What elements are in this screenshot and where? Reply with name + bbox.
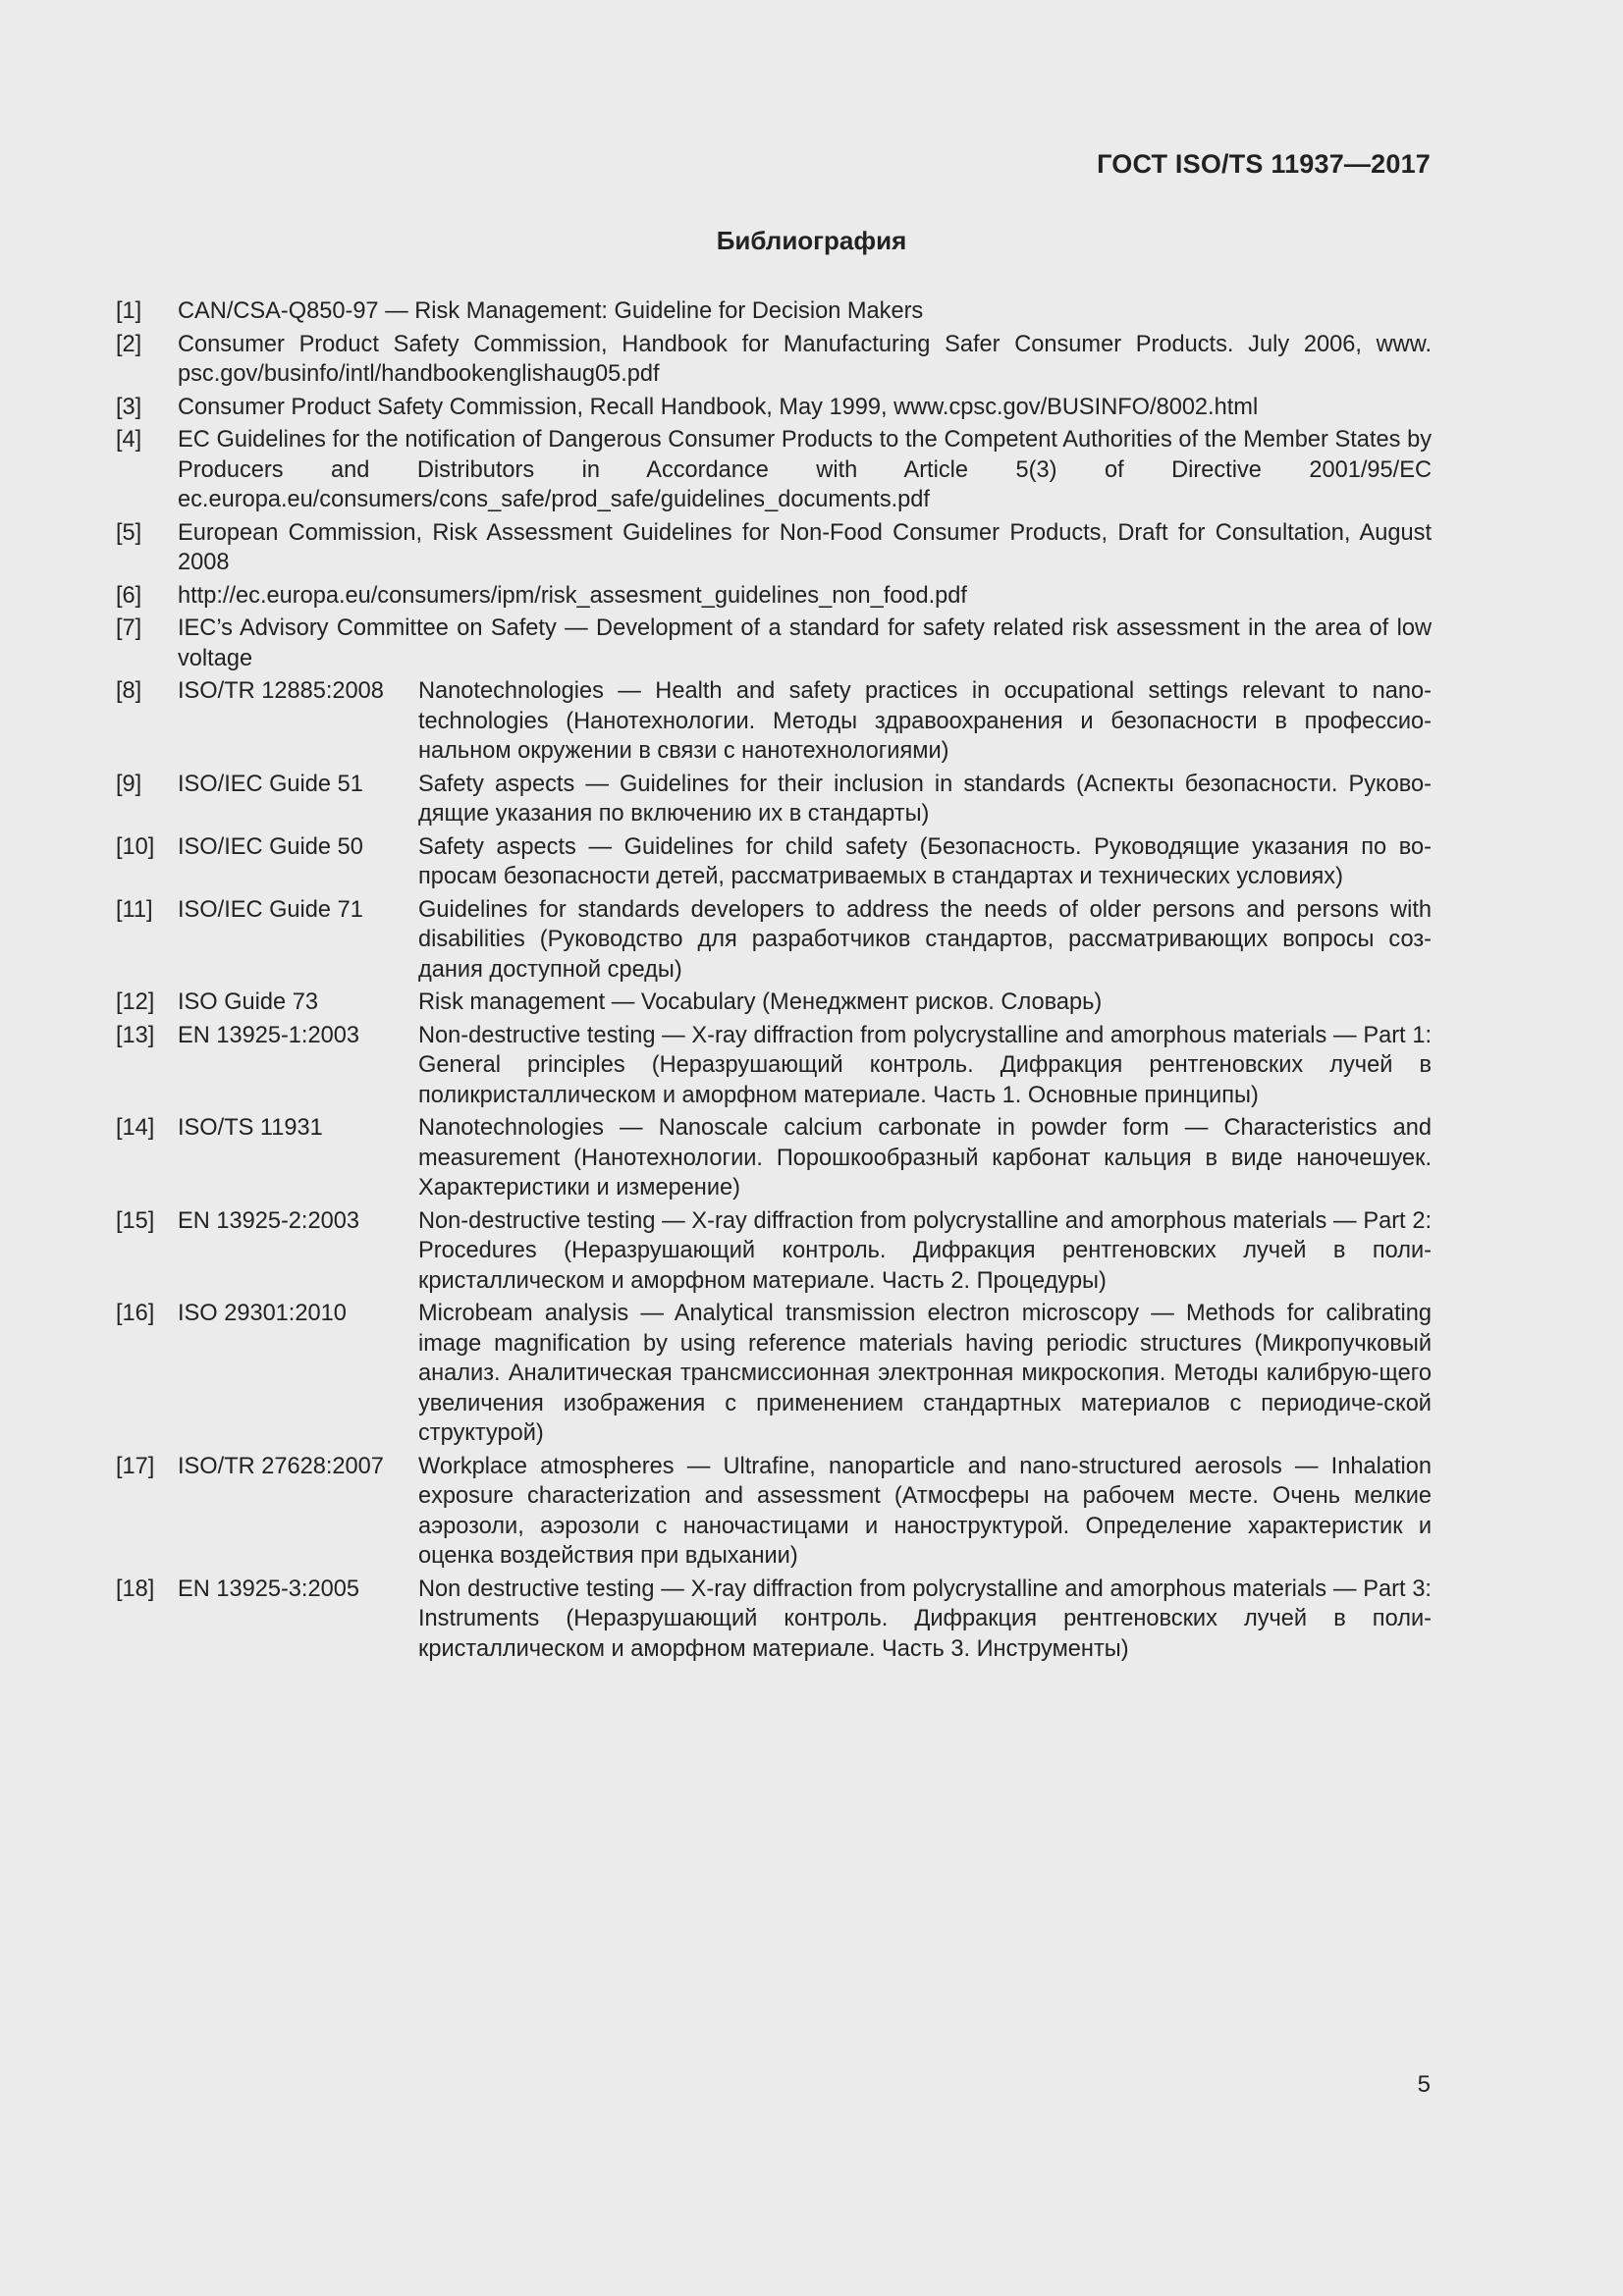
document-code: ГОСТ ISO/TS 11937—2017 [1097, 149, 1431, 179]
bib-entry [116, 1206, 1432, 1297]
entry-number: [5] [116, 519, 142, 546]
entry-text: Nanotechnologies — Nanoscale calcium carbonate in powder form — Characteristics and measurement (Нанотехнологии. Порошкообразный карбонат кальция в виде наночешуек. Характеристики и измерение) [418, 1115, 1432, 1201]
bib-entry [116, 518, 1432, 578]
entry-number: [9] [116, 771, 142, 797]
entry-code: ISO 29301:2010 [178, 1301, 347, 1326]
bib-entry [116, 581, 1432, 612]
entry-number: [12] [116, 989, 155, 1015]
entry-number: [18] [116, 1575, 155, 1602]
entry-text: Consumer Product Safety Commission, Recall Handbook, May 1999, www.cpsc.gov/BUSINFO/8002.html [178, 394, 1259, 420]
page-number: 5 [1417, 2071, 1431, 2098]
entry-number: [13] [116, 1022, 155, 1048]
bib-entry [116, 1575, 1432, 1665]
entry-number: [10] [116, 833, 155, 860]
entry-text: Consumer Product Safety Commission, Handbook for Manufacturing Safer Consumer Products. July 2006, www. psc.gov/businfo/intl/handbookenglishaug05.pdf [178, 331, 1432, 387]
bib-entry [116, 614, 1432, 673]
page-title: Библиография [716, 226, 907, 255]
entry-text: EC Guidelines for the notification of Dangerous Consumer Products to the Competent Authorities of the Member States by Producers and Distributors in Accordance with Article 5(3) of Directive 2001/95/EC ec.europa.eu/consumers/cons_safe/prod_safe/guidelines_documents.pdf [178, 427, 1432, 512]
entry-code: ISO/IEC Guide 71 [178, 896, 363, 923]
entry-text: Nanotechnologies — Health and safety practices in occupational settings relevant to nano-technologies (Нанотехнологии. Методы здравоохранения и безопасности в профессио-нальном окружении в связи с нанотехнологиями) [418, 678, 1432, 764]
entry-code: EN 13925-2:2003 [178, 1207, 359, 1234]
bib-entry [116, 1021, 1432, 1111]
bib-entry [116, 676, 1432, 767]
bib-entry [116, 770, 1432, 829]
entry-code: ISO/IEC Guide 50 [178, 833, 363, 860]
entry-text: CAN/CSA-Q850-97 — Risk Management: Guideline for Decision Makers [178, 298, 924, 324]
entry-number: [1] [116, 298, 142, 324]
entry-code: ISO/IEC Guide 51 [178, 771, 363, 797]
entry-code: ISO/TS 11931 [178, 1115, 323, 1141]
entry-number: [6] [116, 582, 142, 609]
entry-number: [4] [116, 427, 142, 453]
bib-entry [116, 895, 1432, 986]
entry-number: [3] [116, 394, 142, 420]
entry-text: Guidelines for standards developers to address the needs of older persons and persons with disabilities (Руководство для разработчиков стандартов, рассматривающих вопросы соз-дания доступной среды) [418, 896, 1432, 983]
entry-number: [17] [116, 1453, 155, 1479]
entry-text: Safety aspects — Guidelines for their inclusion in standards (Аспекты безопасности. Руково-дящие указания по включению их в стандарты) [418, 771, 1432, 827]
entry-text: European Commission, Risk Assessment Guidelines for Non-Food Consumer Products, Draft for Consultation, August 2008 [178, 519, 1432, 575]
bib-entry [116, 1113, 1432, 1203]
entry-number: [14] [116, 1115, 155, 1141]
entry-text: Non-destructive testing — X-ray diffraction from polycrystalline and amorphous materials — Part 1: General principles (Неразрушающий контроль. Дифракция рентгеновских лучей в поликристаллическом и аморфном материале. Часть 1. Основные принципы) [418, 1022, 1432, 1108]
entry-number: [11] [116, 896, 153, 923]
entry-code: ISO Guide 73 [178, 989, 318, 1015]
entry-number: [8] [116, 678, 142, 704]
entry-text: Non-destructive testing — X-ray diffraction from polycrystalline and amorphous materials — Part 2: Procedures (Неразрушающий контроль. Дифракция рентгеновских лучей в поли-кристаллическом и аморфном материале. Часть 2. Процедуры) [418, 1207, 1432, 1294]
bib-entry [116, 988, 1432, 1018]
entry-text: Non destructive testing — X-ray diffraction from polycrystalline and amorphous materials — Part 3: Instruments (Неразрушающий контроль. Дифракция рентгеновских лучей в поли-кристаллическом и аморфном материале. Часть 3. Инструменты) [418, 1575, 1432, 1662]
bib-entry [116, 296, 1432, 327]
entry-code: EN 13925-3:2005 [178, 1575, 359, 1602]
entry-code: ISO/TR 12885:2008 [178, 678, 384, 704]
entry-number: [15] [116, 1207, 155, 1234]
entry-text: http://ec.europa.eu/consumers/ipm/risk_assesment_guidelines_non_food.pdf [178, 582, 967, 609]
entry-code: ISO/TR 27628:2007 [178, 1453, 384, 1479]
bib-entry [116, 425, 1432, 515]
entry-number: [7] [116, 615, 142, 641]
entry-text: Risk management — Vocabulary (Менеджмент рисков. Словарь) [418, 989, 1103, 1015]
entry-number: [2] [116, 331, 142, 357]
entry-text: IEC’s Advisory Committee on Safety — Development of a standard for safety related risk assessment in the area of low voltage [178, 615, 1432, 671]
bib-entry [116, 1299, 1432, 1449]
entry-text: Workplace atmospheres — Ultrafine, nanoparticle and nano-structured aerosols — Inhalation exposure characterization and assessment (Атмосферы на рабочем месте. Очень мелкие аэрозоли, аэрозоли с наночастицами и наноструктурой. Определение характеристик и оценка воздействия при вдыхании) [418, 1453, 1432, 1569]
entry-number: [16] [116, 1301, 155, 1326]
bib-entry [116, 1452, 1432, 1572]
bib-entry [116, 832, 1432, 892]
bib-entry [116, 393, 1432, 423]
bib-entry [116, 330, 1432, 390]
bibliography-list [116, 296, 1432, 1667]
entry-text: Microbeam analysis — Analytical transmission electron microscopy — Methods for calibrating image magnification by using reference materials having periodic structures (Микропучковый анализ. Аналитическая трансмиссионная электронная микроскопия. Методы калибрую-щего увеличения изображения с применением стандартных материалов с периодиче-ской структурой) [418, 1301, 1432, 1446]
entry-text: Safety aspects — Guidelines for child safety (Безопасность. Руководящие указания по во-просам безопасности детей, рассматриваемых в стандартах и технических условиях) [418, 833, 1432, 889]
entry-code: EN 13925-1:2003 [178, 1022, 359, 1048]
